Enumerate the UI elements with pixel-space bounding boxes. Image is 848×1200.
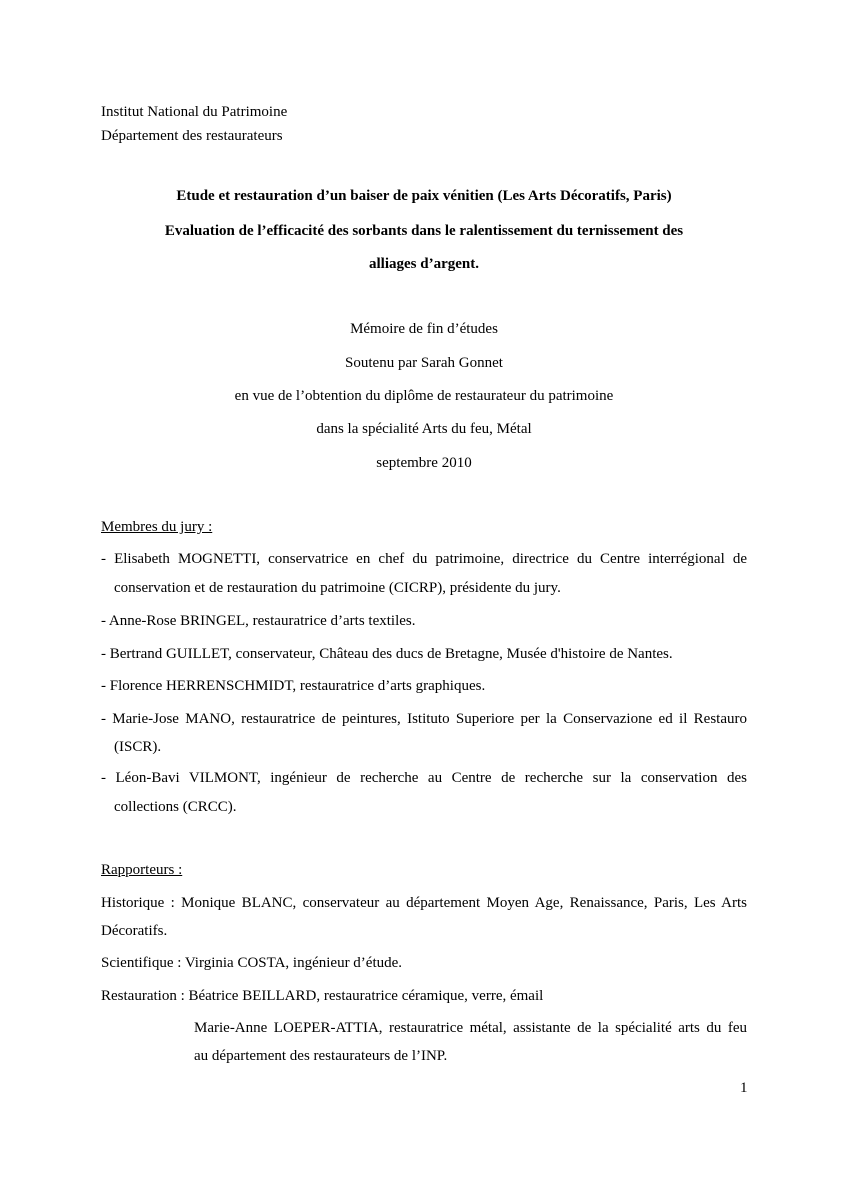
page-number: 1 xyxy=(740,1080,748,1096)
author: Soutenu par Sarah Gonnet xyxy=(345,355,503,371)
title-line-1: Etude et restauration d’un baiser de paix vénitien (Les Arts Décoratifs, Paris) xyxy=(176,188,672,204)
memoir-type: Mémoire de fin d’études xyxy=(350,321,498,337)
jury-heading: Membres du jury : xyxy=(101,519,213,535)
date: septembre 2010 xyxy=(376,455,472,471)
jury-member-1: - Elisabeth MOGNETTI, conservatrice en chef du patrimoine, directrice du Centre interrégional de xyxy=(101,551,747,567)
rapporteur-scientifique: Scientifique : Virginia COSTA, ingénieur d’étude. xyxy=(101,955,403,971)
rapporteur-restauration-2: Marie-Anne LOEPER-ATTIA, restauratrice métal, assistante de la spécialité arts du feu xyxy=(194,1020,747,1036)
title-line-3: alliages d’argent. xyxy=(369,256,479,272)
jury-member-1-cont: conservation et de restauration du patrimoine (CICRP), présidente du jury. xyxy=(114,580,561,596)
rapporteur-historique: Historique : Monique BLANC, conservateur au département Moyen Age, Renaissance, Paris, Les Arts xyxy=(101,895,747,911)
rapporteur-restauration-2-cont: au département des restaurateurs de l’INP. xyxy=(194,1048,448,1064)
jury-member-2: - Anne-Rose BRINGEL, restauratrice d’arts textiles. xyxy=(101,613,416,629)
title-line-2: Evaluation de l’efficacité des sorbants dans le ralentissement du ternissement des xyxy=(164,223,684,239)
institution-name: Institut National du Patrimoine xyxy=(101,104,288,120)
jury-member-3: - Bertrand GUILLET, conservateur, Château des ducs de Bretagne, Musée d'histoire de Nantes. xyxy=(101,646,673,662)
speciality: dans la spécialité Arts du feu, Métal xyxy=(316,421,532,437)
jury-member-5-cont: (ISCR). xyxy=(114,739,162,755)
rapporteur-historique-cont: Décoratifs. xyxy=(101,923,168,939)
rapporteur-restauration: Restauration : Béatrice BEILLARD, restauratrice céramique, verre, émail xyxy=(101,988,544,1004)
rapporteurs-heading: Rapporteurs : xyxy=(101,862,183,878)
jury-member-6-cont: collections (CRCC). xyxy=(114,799,237,815)
diploma-purpose: en vue de l’obtention du diplôme de restaurateur du patrimoine xyxy=(234,388,614,404)
jury-member-5: - Marie-Jose MANO, restauratrice de peintures, Istituto Superiore per la Conservazione ed il Restauro xyxy=(101,711,747,727)
jury-member-4: - Florence HERRENSCHMIDT, restauratrice d’arts graphiques. xyxy=(101,678,486,694)
jury-member-6: - Léon-Bavi VILMONT, ingénieur de recherche au Centre de recherche sur la conservation des xyxy=(101,770,747,786)
department-name: Département des restaurateurs xyxy=(101,128,283,144)
